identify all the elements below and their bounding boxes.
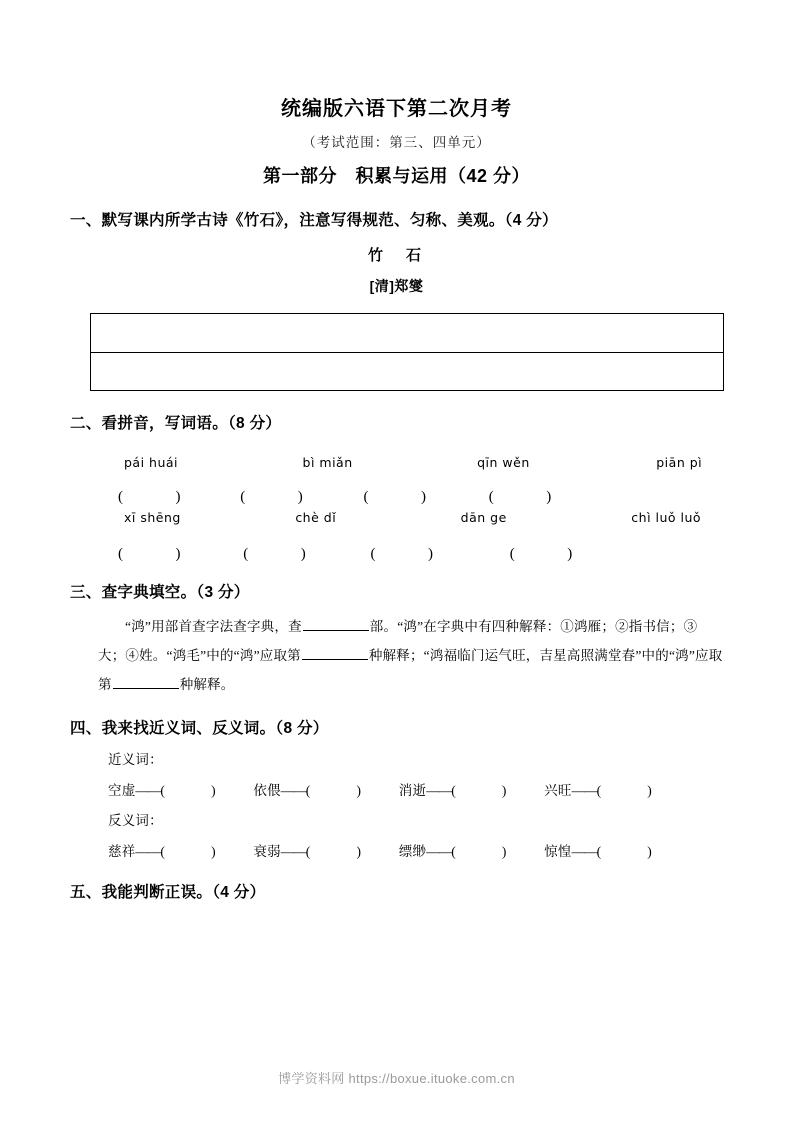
answer-box-row[interactable] — [91, 314, 723, 352]
pinyin-exercise — [70, 451, 723, 563]
answer-parens[interactable]: ( ) — [370, 545, 434, 562]
antonym-item[interactable]: 慈祥——( ) — [108, 843, 216, 859]
synonym-item[interactable]: 消逝——( ) — [398, 782, 507, 798]
question-4-heading: 四、我来找近义词、反义词。（8 分） — [70, 719, 329, 737]
page-title: 统编版六语下第二次月考 — [281, 98, 512, 120]
question-5-heading: 五、我能判断正误。（4 分） — [70, 883, 266, 901]
question-1-heading: 一、默写课内所学古诗《竹石》，注意写得规范、匀称、美观。（4 分） — [70, 212, 558, 229]
pinyin-answer-row-1 — [70, 489, 723, 506]
pinyin-label: chè dǐ — [295, 509, 337, 525]
synonym-item[interactable]: 兴旺——( ) — [544, 782, 652, 798]
answer-parens[interactable]: ( ) — [488, 488, 552, 505]
answer-parens[interactable]: ( ) — [243, 545, 307, 562]
footer-watermark: 博学资料网 https://boxue.ituoke.com.cn — [278, 1071, 515, 1086]
answer-parens[interactable]: ( ) — [118, 488, 181, 505]
question-3-heading: 三、查字典填空。（3 分） — [70, 583, 250, 601]
answer-box-row[interactable] — [91, 352, 723, 390]
pinyin-label: qīn wěn — [477, 455, 530, 470]
antonym-item[interactable]: 衰弱——( ) — [253, 843, 362, 859]
exam-scope-subtitle: （考试范围：第三、四单元） — [302, 135, 491, 150]
answer-parens[interactable]: ( ) — [363, 488, 427, 505]
synonym-item[interactable]: 依偎——( ) — [253, 782, 362, 798]
dict-blank-meaning-2[interactable] — [113, 688, 179, 689]
pinyin-row-2 — [70, 506, 723, 530]
antonym-label: 反义词： — [108, 812, 163, 828]
question-2-heading: 二、看拼音，写词语。（8 分） — [70, 415, 282, 432]
poem-title: 竹 石 — [367, 247, 425, 264]
dict-text-part-4: 种解释。 — [179, 676, 235, 692]
dict-text-part-2: 部。“鸿”在字典中有四种解释：①鸿雁；②指书信；③大；④姓。“鸿毛”中的“鸿”应取第 — [98, 618, 698, 663]
antonym-item[interactable]: 惊惶——( ) — [544, 843, 652, 859]
antonym-item[interactable]: 缥缈——( ) — [398, 843, 507, 859]
answer-parens[interactable]: ( ) — [509, 545, 573, 562]
pinyin-label: piān pì — [656, 455, 703, 470]
antonym-row — [108, 840, 723, 860]
answer-parens[interactable]: ( ) — [240, 488, 304, 505]
poem-answer-box[interactable] — [90, 313, 724, 391]
dict-text-part-1: “鸿”用部首查字法查字典，查 — [125, 618, 302, 634]
answer-parens[interactable]: ( ) — [118, 545, 181, 562]
part-one-title: 第一部分 积累与运用（42 分） — [262, 166, 531, 186]
poem-author: [清]郑燮 — [369, 278, 424, 294]
pinyin-row-1 — [70, 451, 723, 475]
dict-blank-meaning-1[interactable] — [302, 659, 368, 660]
synonym-item[interactable]: 空虚——( ) — [108, 782, 216, 798]
pinyin-label: bì miǎn — [302, 455, 353, 470]
synonym-row — [108, 779, 723, 799]
pinyin-label: xī shēng — [124, 509, 181, 525]
dict-blank-radical[interactable] — [303, 630, 369, 631]
pinyin-label: pái huái — [124, 455, 179, 470]
synonym-label: 近义词： — [108, 751, 163, 767]
dict-text-part-3: 种解释；“鸿福临门运气旺，吉星高照满堂春”中的“鸿”应取第 — [98, 647, 723, 692]
synonym-antonym-exercise — [108, 748, 723, 860]
pinyin-answer-row-2 — [70, 546, 723, 563]
pinyin-label: dān ge — [460, 509, 507, 525]
pinyin-label: chì luǒ luǒ — [631, 509, 702, 525]
question-3-body — [98, 612, 723, 699]
